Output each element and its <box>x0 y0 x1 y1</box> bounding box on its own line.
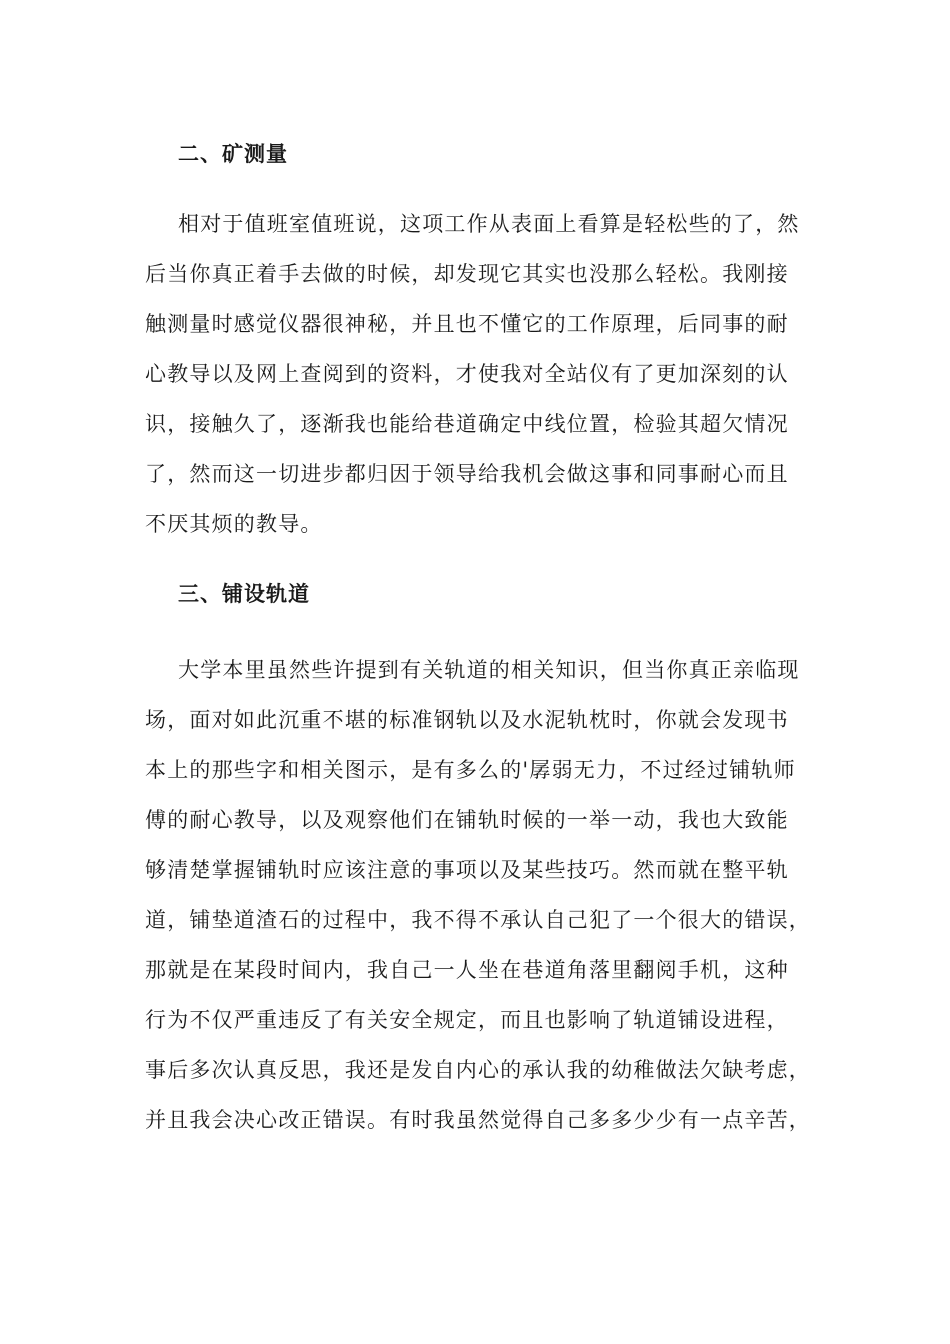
paragraph-line: 心教导以及网上查阅到的资料，才使我对全站仪有了更加深刻的认 <box>145 362 789 386</box>
paragraph-line: 不厌其烦的教导。 <box>145 512 323 536</box>
paragraph-line: 并且我会决心改正错误。有时我虽然觉得自己多多少少有一点辛苦， <box>145 1108 811 1132</box>
paragraph-line: 行为不仅严重违反了有关安全规定，而且也影响了轨道铺设进程， <box>145 1008 789 1032</box>
paragraph-line: 本上的那些字和相关图示，是有多么的'孱弱无力，不过经过铺轨师 <box>145 758 796 782</box>
paragraph-line: 识，接触久了，逐渐我也能给巷道确定中线位置，检验其超欠情况 <box>145 412 789 436</box>
paragraph-line: 后当你真正着手去做的时候，却发现它其实也没那么轻松。我刚接 <box>145 262 789 286</box>
paragraph-line: 事后多次认真反思，我还是发自内心的承认我的幼稚做法欠缺考虑， <box>145 1058 811 1082</box>
paragraph-line: 傅的耐心教导，以及观察他们在铺轨时候的一举一动，我也大致能 <box>145 808 789 832</box>
section-heading-mine-survey: 二、矿测量 <box>178 141 288 166</box>
paragraph-line: 大学本里虽然些许提到有关轨道的相关知识，但当你真正亲临现 <box>178 658 800 682</box>
section-heading-track-laying: 三、铺设轨道 <box>178 581 310 606</box>
paragraph-line: 够清楚掌握铺轨时应该注意的事项以及某些技巧。然而就在整平轨 <box>145 858 789 882</box>
paragraph-line: 触测量时感觉仪器很神秘，并且也不懂它的工作原理，后同事的耐 <box>145 312 789 336</box>
paragraph-line: 场，面对如此沉重不堪的标准钢轨以及水泥轨枕时，你就会发现书 <box>145 708 789 732</box>
paragraph-line: 那就是在某段时间内，我自己一人坐在巷道角落里翻阅手机，这种 <box>145 958 789 982</box>
paragraph-line: 道，铺垫道渣石的过程中，我不得不承认自己犯了一个很大的错误， <box>145 908 811 932</box>
paragraph-line: 相对于值班室值班说，这项工作从表面上看算是轻松些的了，然 <box>178 212 800 236</box>
paragraph-line: 了，然而这一切进步都归因于领导给我机会做这事和同事耐心而且 <box>145 462 789 486</box>
